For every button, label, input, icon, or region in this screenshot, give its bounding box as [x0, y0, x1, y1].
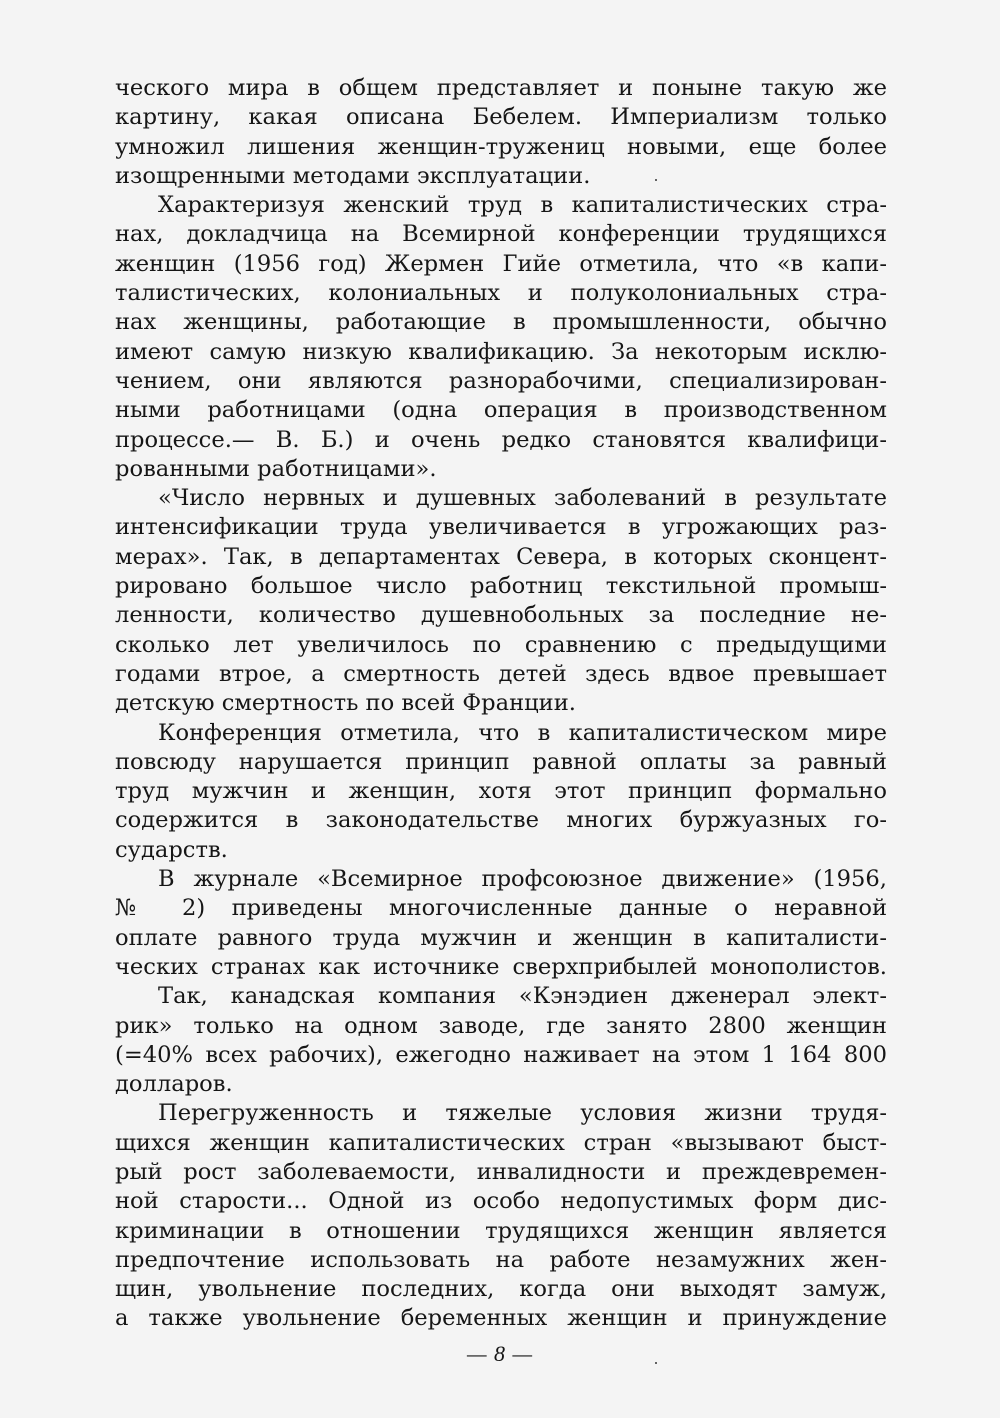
text-line: картину, какая описана Бебелем. Империализм только: [115, 104, 887, 131]
page-number: — 8 —: [466, 1341, 534, 1366]
text-line: ными работницами (одна операция в производственном: [115, 397, 887, 424]
text-line: сколько лет увеличилось по сравнению с предыдущими: [115, 631, 887, 658]
text-line: чением, они являются разнорабочими, специализирован-: [115, 367, 887, 394]
text-line: содержится в законодательстве многих буржуазных го-: [115, 807, 887, 834]
text-body: [115, 74, 887, 1334]
text-line: процессе.— В. Б.) и очень редко становятся квалифици-: [115, 426, 887, 453]
text-line: В журнале «Всемирное профсоюзное движение» (1956,: [158, 866, 887, 893]
text-line: оплате равного труда мужчин и женщин в капиталисти-: [115, 924, 887, 951]
text-line: нах женщины, работающие в промышленности, обычно: [115, 309, 887, 336]
text-line: женщин (1956 год) Жермен Гийе отметила, что «в капи-: [115, 250, 887, 277]
text-line: Характеризуя женский труд в капиталистических стра-: [158, 192, 887, 219]
text-line: детскую смертность по всей Франции.: [115, 690, 576, 717]
text-line: ческих странах как источнике сверхприбылей монополистов.: [115, 953, 887, 980]
text-line: умножил лишения женщин-тружениц новыми, еще более: [115, 133, 887, 160]
text-line: сударств.: [115, 836, 228, 863]
text-line: имеют самую низкую квалификацию. За некоторым исклю-: [115, 338, 887, 365]
text-line: щихся женщин капиталистических стран «вызывают быст-: [115, 1129, 887, 1156]
text-line: рованными работницами».: [115, 455, 437, 482]
text-line: интенсификации труда увеличивается в угрожающих раз-: [115, 514, 887, 541]
text-line: изощренными методами эксплуатации.: [115, 162, 591, 189]
text-line: рировано большое число работниц текстильной промыш-: [115, 573, 887, 600]
text-line: талистических, колониальных и полуколониальных стра-: [115, 280, 887, 307]
text-line: труд мужчин и женщин, хотя этот принцип формально: [115, 778, 887, 805]
text-line: мерах». Так, в департаментах Севера, в которых сконцент-: [115, 543, 887, 570]
text-line: рый рост заболеваемости, инвалидности и преждевремен-: [115, 1158, 887, 1185]
text-line: криминации в отношении трудящихся женщин является: [115, 1217, 887, 1244]
text-line: (=40% всех рабочих), ежегодно наживает на этом 1 164 800: [115, 1041, 887, 1068]
text-line: ческого мира в общем представляет и поныне такую же: [115, 75, 887, 101]
text-line: а также увольнение беременных женщин и принуждение: [115, 1305, 887, 1332]
scan-speck: [655, 1362, 657, 1364]
text-line: ной старости... Одной из особо недопустимых форм дис-: [115, 1188, 887, 1215]
text-line: щин, увольнение последних, когда они выходят замуж,: [115, 1276, 887, 1303]
text-line: Так, канадская компания «Кэнэдиен дженерал элект-: [158, 983, 887, 1010]
text-line: № 2) приведены многочисленные данные о неравной: [115, 895, 887, 922]
text-line: «Число нервных и душевных заболеваний в результате: [158, 485, 887, 512]
text-line: предпочтение использовать на работе незамужних жен-: [115, 1246, 887, 1273]
text-line: повсюду нарушается принцип равной оплаты за равный: [115, 748, 887, 775]
text-line: ленности, количество душевнобольных за последние не-: [115, 602, 887, 629]
text-line: нах, докладчица на Всемирной конференции трудящихся: [115, 221, 887, 248]
text-line: Перегруженность и тяжелые условия жизни трудя-: [158, 1100, 887, 1127]
text-line: Конференция отметила, что в капиталистическом мире: [158, 719, 887, 746]
text-line: долларов.: [115, 1071, 233, 1098]
text-line: годами втрое, а смертность детей здесь вдвое превышает: [115, 660, 887, 687]
scan-speck: [655, 179, 657, 181]
text-line: рик» только на одном заводе, где занято 2800 женщин: [115, 1012, 887, 1039]
